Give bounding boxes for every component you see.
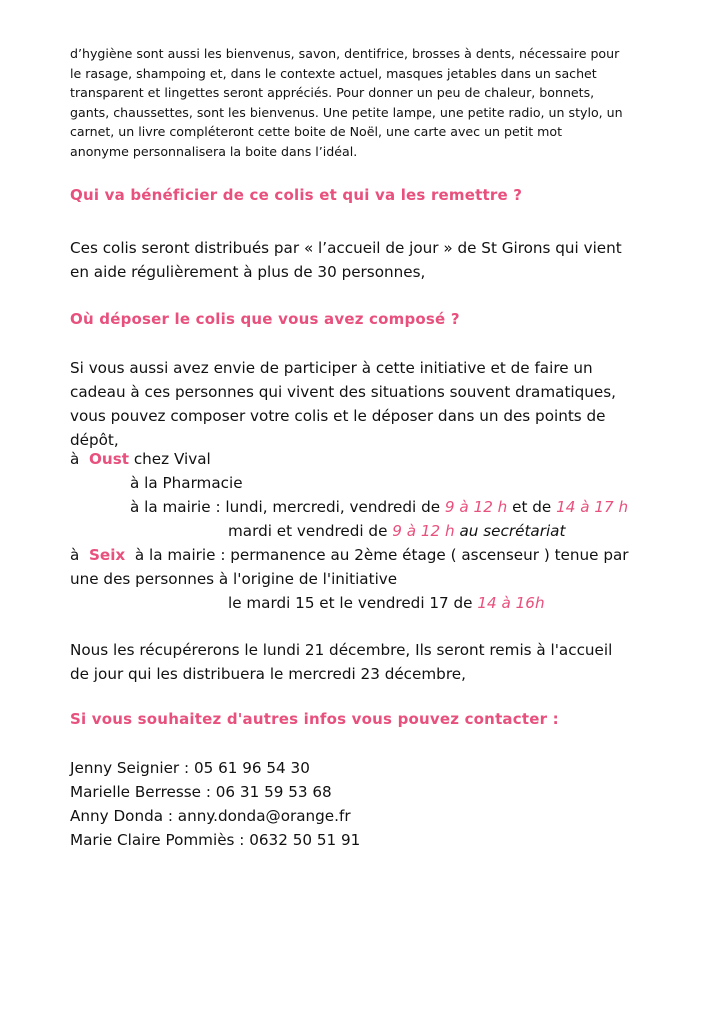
beneficiaries-paragraph	[70, 236, 670, 284]
heading-beneficiaries: Qui va bénéficier de ce colis et qui va les remettre ?	[70, 186, 523, 204]
text-line: cadeau à ces personnes qui vivent des situations souvent dramatiques,	[70, 383, 616, 401]
intro-line: transparent et lingettes seront appréciés. Pour donner un peu de chaleur, bonnets,	[70, 85, 595, 101]
time-slot: 14 à 16h	[477, 594, 545, 612]
vival-label: chez Vival	[133, 450, 211, 468]
intro-paragraph	[70, 44, 670, 162]
oust-line-secretariat	[228, 522, 565, 540]
collection-paragraph	[70, 638, 670, 686]
contacts-list	[70, 756, 670, 852]
text-line: vous pouvez composer votre colis et le déposer dans un des points de	[70, 407, 606, 425]
oust-line-mairie	[130, 498, 628, 516]
seix-line-dates	[228, 594, 545, 612]
prefix: à	[70, 546, 80, 564]
dates-label: le mardi 15 et le vendredi 17 de	[228, 594, 473, 612]
contact-item: Marielle Berresse : 06 31 59 53 68	[70, 783, 332, 801]
secretariat-label: au secrétariat	[459, 522, 566, 540]
text-line: Si vous aussi avez envie de participer à cette initiative et de faire un	[70, 359, 593, 377]
text-line: Ces colis seront distribués par « l’accueil de jour » de St Girons qui vient	[70, 239, 622, 257]
heading-contacts: Si vous souhaitez d'autres infos vous pouvez contacter :	[70, 710, 559, 728]
and-label: et de	[512, 498, 552, 516]
time-slot: 9 à 12 h	[392, 522, 455, 540]
contact-item: Jenny Seignier : 05 61 96 54 30	[70, 759, 310, 777]
intro-line: gants, chaussettes, sont les bienvenus. Une petite lampe, une petite radio, un stylo, un	[70, 104, 623, 120]
days-label: mardi et vendredi de	[228, 522, 388, 540]
drop-off-paragraph	[70, 356, 670, 452]
intro-line: le rasage, shampoing et, dans le contexte actuel, masques jetables dans un sachet	[70, 65, 597, 81]
time-slot: 9 à 12 h	[444, 498, 508, 516]
intro-line: anonyme personnalisera la boite dans l’idéal.	[70, 143, 358, 159]
heading-drop-off: Où déposer le colis que vous avez composé ?	[70, 310, 460, 328]
prefix: à	[70, 450, 80, 468]
contact-item: Anny Donda : anny.donda@orange.fr	[70, 807, 351, 825]
text-line: Nous les récupérerons le lundi 21 décembre, Ils seront remis à l'accueil	[70, 641, 613, 659]
seix-mairie-label: à la mairie : permanence au 2ème étage ( ascenseur ) tenue par	[134, 546, 629, 564]
contact-item: Marie Claire Pommiès : 0632 50 51 91	[70, 831, 361, 849]
time-slot: 14 à 17 h	[556, 498, 629, 516]
text-line: dépôt,	[70, 431, 119, 449]
seix-line-initiative: une des personnes à l'origine de l'initiative	[70, 570, 398, 588]
seix-line-mairie	[70, 546, 629, 564]
text-line: de jour qui les distribuera le mercredi 23 décembre,	[70, 665, 466, 683]
oust-line-pharmacie: à la Pharmacie	[130, 474, 243, 492]
intro-line: carnet, un livre compléteront cette boite de Noël, une carte avec un petit mot	[70, 124, 563, 140]
town-seix: Seix	[88, 546, 126, 564]
town-oust: Oust	[88, 450, 129, 468]
text-line: en aide régulièrement à plus de 30 personnes,	[70, 263, 426, 281]
oust-line-vival	[70, 450, 211, 468]
mairie-label: à la mairie : lundi, mercredi, vendredi de	[130, 498, 441, 516]
intro-line: d’hygiène sont aussi les bienvenus, savon, dentifrice, brosses à dents, nécessaire pour	[70, 46, 620, 61]
